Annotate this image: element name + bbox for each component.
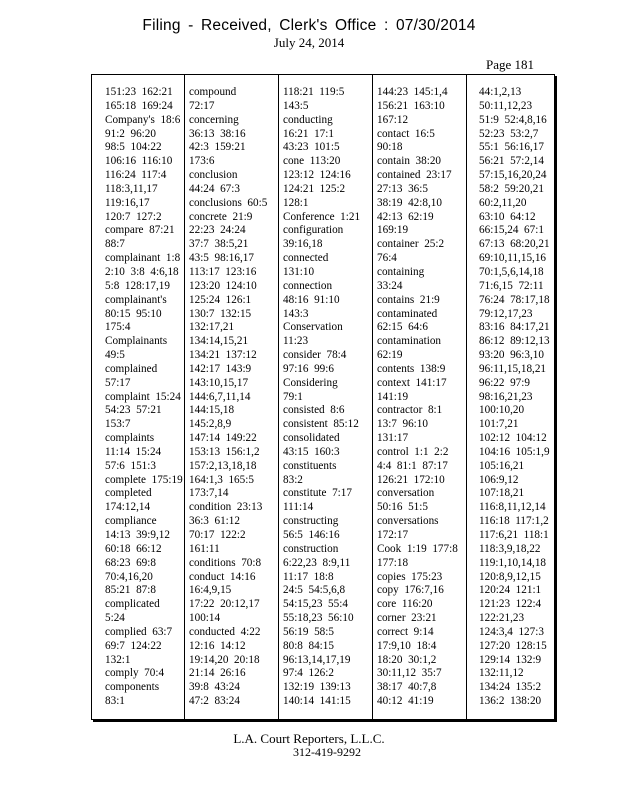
index-line: Cook 1:19 177:8	[377, 542, 458, 555]
index-line: 36:3 61:12	[189, 515, 240, 528]
index-line: 106:16 116:10	[105, 155, 173, 168]
index-line: 38:17 40:7,8	[377, 681, 437, 694]
index-column-2	[189, 86, 267, 709]
index-line: 118:21 119:5	[283, 86, 345, 98]
court-reporter-name: L.A. Court Reporters, L.L.C.	[233, 731, 385, 746]
index-line: 97:4 126:2	[283, 667, 334, 680]
index-line: 120:24 121:1	[479, 584, 542, 597]
index-line: contained 23:17	[377, 169, 452, 182]
phone-number: 312-419-9292	[293, 745, 361, 759]
index-line: core 116:20	[377, 598, 433, 611]
index-line: 17:9,10 18:4	[377, 639, 437, 652]
index-line: 121:23 122:4	[479, 598, 542, 611]
index-line: 17:22 20:12,17	[189, 598, 260, 611]
index-line: 165:18 169:24	[105, 99, 173, 112]
index-line: 66:15,24 67:1	[479, 224, 544, 237]
index-line: 123:12 124:16	[283, 169, 351, 182]
index-line: 24:5 54:5,6,8	[283, 584, 346, 597]
index-line: copy 176:7,16	[377, 584, 444, 597]
index-line: 143:3	[283, 307, 309, 320]
index-line: 119:16,17	[105, 196, 150, 209]
index-line: corner 23:21	[377, 612, 437, 625]
index-line: 79:1	[283, 390, 303, 403]
index-line: 44:24 67:3	[189, 182, 240, 195]
index-line: conclusions 60:5	[189, 196, 268, 209]
index-line: 14:13 39:9,12	[105, 529, 170, 541]
index-line: 80:8 84:15	[283, 639, 334, 652]
index-line: Conservation	[283, 321, 343, 334]
index-line: 5:8 128:17,19	[105, 279, 170, 292]
index-line: 169:19	[377, 224, 409, 237]
index-line: contamination	[377, 335, 442, 348]
index-line: container 25:2	[377, 238, 445, 251]
index-line: contractor 8:1	[377, 404, 443, 417]
index-line: 122:21,23	[479, 612, 525, 625]
index-line: 111:14	[283, 501, 314, 514]
index-line: 156:21 163:10	[377, 99, 445, 112]
index-line: 102:12 104:12	[479, 432, 547, 445]
index-line: 52:23 53:2,7	[479, 127, 539, 140]
index-line: 88:7	[105, 238, 125, 251]
index-line: 56:21 57:2,14	[479, 155, 544, 168]
index-line: conduct 14:16	[189, 570, 256, 583]
index-line: 131:10	[283, 265, 315, 278]
index-line: Company's 18:6	[105, 113, 181, 126]
index-line: 174:12,14	[105, 501, 151, 514]
index-line: 43:15 160:3	[283, 445, 340, 458]
index-line: complicated	[105, 598, 160, 611]
index-line: 167:12	[377, 113, 409, 126]
index-line: 93:20 96:3,10	[479, 349, 544, 362]
index-line: 90:18	[377, 141, 403, 154]
index-line: 54:23 57:21	[105, 404, 162, 417]
index-line: 100:14	[189, 612, 221, 625]
index-column-3	[283, 86, 360, 709]
index-line: context 141:17	[377, 376, 447, 389]
column-divider	[466, 75, 467, 719]
index-line: 63:10 64:12	[479, 210, 536, 223]
index-line: 147:14 149:22	[189, 432, 257, 445]
index-line: connected	[283, 252, 329, 265]
index-line: Complainants	[105, 335, 168, 348]
index-line: 132:1	[105, 653, 131, 666]
index-line: 57:15,16,20,24	[479, 169, 547, 182]
index-line: 12:16 14:12	[189, 639, 246, 652]
index-line: 106:9,12	[479, 473, 519, 486]
index-line: 21:14 26:16	[189, 667, 246, 680]
index-line: 57:6 151:3	[105, 459, 156, 472]
index-line: complaint 15:24	[105, 390, 181, 403]
index-line: 51:9 52:4,8,16	[479, 113, 547, 126]
index-line: 131:17	[377, 432, 409, 445]
index-line: 132:17,21	[189, 321, 235, 334]
index-line: conclusion	[189, 169, 238, 182]
index-line: 76:24 78:17,18	[479, 293, 550, 306]
index-line: 142:17 143:9	[189, 362, 252, 375]
index-line: 96:22 97:9	[479, 376, 530, 389]
index-line: 60:18 66:12	[105, 542, 162, 555]
index-line: 49:5	[105, 349, 125, 362]
index-line: 113:17 123:16	[189, 265, 257, 278]
index-line: containing	[377, 265, 425, 278]
index-line: complained	[105, 362, 158, 375]
index-line: 120:8,9,12,15	[479, 570, 541, 583]
index-line: 101:7,21	[479, 418, 519, 431]
index-line: configuration	[283, 224, 344, 237]
index-line: 144:6,7,11,14	[189, 390, 251, 403]
index-line: conversation	[377, 487, 435, 500]
index-line: 117:6,21 118:1	[479, 529, 549, 541]
index-line: 130:7 132:15	[189, 307, 252, 320]
index-line: 18:20 30:1,2	[377, 653, 437, 666]
index-line: 16:4,9,15	[189, 584, 232, 597]
index-line: construction	[283, 542, 339, 555]
index-line: 85:21 87:8	[105, 584, 156, 597]
index-line: 70:17 122:2	[189, 529, 246, 541]
index-line: consisted 8:6	[283, 404, 345, 417]
index-line: complaints	[105, 432, 155, 445]
index-line: 11:17 18:8	[283, 570, 334, 583]
index-line: 151:23 162:21	[105, 86, 173, 98]
index-line: 30:11,12 35:7	[377, 667, 442, 680]
index-line: 129:14 132:9	[479, 653, 542, 666]
index-line: complainant's	[105, 293, 167, 306]
index-line: 127:20 128:15	[479, 639, 547, 652]
index-line: 98:5 104:22	[105, 141, 162, 154]
index-line: 119:1,10,14,18	[479, 556, 547, 569]
index-line: 67:13 68:20,21	[479, 238, 550, 251]
index-line: consistent 85:12	[283, 418, 359, 431]
index-line: 96:13,14,17,19	[283, 653, 351, 666]
index-line: complete 175:19	[105, 473, 183, 486]
index-line: 44:1,2,13	[479, 86, 522, 98]
index-line: 47:2 83:24	[189, 695, 240, 708]
index-line: Considering	[283, 376, 338, 389]
index-line: 39:8 43:24	[189, 681, 240, 694]
index-column-1	[105, 86, 183, 709]
index-line: 5:24	[105, 612, 125, 625]
index-line: 56:19 58:5	[283, 625, 334, 638]
index-line: 62:19	[377, 349, 403, 362]
index-line: 100:10,20	[479, 404, 525, 417]
index-line: 22:23 24:24	[189, 224, 246, 237]
index-column-5	[479, 86, 550, 709]
index-line: 98:16,21,23	[479, 390, 533, 403]
index-line: 13:7 96:10	[377, 418, 428, 431]
index-line: 27:13 36:5	[377, 182, 428, 195]
index-line: compliance	[105, 515, 157, 528]
index-line: contents 138:9	[377, 362, 446, 375]
index-line: 36:13 38:16	[189, 127, 246, 140]
index-line: 140:14 141:15	[283, 695, 351, 708]
index-line: 48:16 91:10	[283, 293, 340, 306]
index-line: 97:16 99:6	[283, 362, 334, 375]
index-line: control 1:1 2:2	[377, 445, 449, 458]
index-line: Conference 1:21	[283, 210, 361, 223]
column-divider	[184, 75, 185, 719]
index-line: 134:21 137:12	[189, 349, 257, 362]
index-line: 144:15,18	[189, 404, 235, 417]
index-line: 83:16 84:17,21	[479, 321, 550, 334]
index-line: 118:3,9,18,22	[479, 542, 541, 555]
index-line: components	[105, 681, 160, 694]
index-line: 4:4 81:1 87:17	[377, 459, 448, 472]
index-line: 144:23 145:1,4	[377, 86, 448, 98]
index-line: 125:24 126:1	[189, 293, 252, 306]
index-line: complied 63:7	[105, 625, 173, 638]
index-line: 11:23	[283, 335, 309, 348]
index-line: 132:19 139:13	[283, 681, 351, 694]
index-line: condition 23:13	[189, 501, 263, 514]
index-line: 72:17	[189, 99, 215, 112]
index-line: 37:7 38:5,21	[189, 238, 249, 251]
index-line: 68:23 69:8	[105, 556, 156, 569]
index-line: 19:14,20 20:18	[189, 653, 260, 666]
index-box	[91, 74, 555, 720]
index-line: 55:1 56:16,17	[479, 141, 544, 154]
filing-stamp: Filing - Received, Clerk's Office : 07/30/2014	[142, 17, 476, 34]
index-line: 42:13 62:19	[377, 210, 434, 223]
index-line: connection	[283, 279, 333, 292]
index-line: 175:4	[105, 321, 131, 334]
index-line: 161:11	[189, 542, 220, 555]
index-line: 43:5 98:16,17	[189, 252, 254, 265]
index-line: 38:19 42:8,10	[377, 196, 442, 209]
index-line: 172:17	[377, 529, 409, 541]
index-line: 60:2,11,20	[479, 196, 527, 209]
index-line: copies 175:23	[377, 570, 443, 583]
index-line: consider 78:4	[283, 349, 347, 362]
index-line: 83:1	[105, 695, 125, 708]
index-line: contact 16:5	[377, 127, 435, 140]
index-line: 79:12,17,23	[479, 307, 533, 320]
index-line: comply 70:4	[105, 667, 165, 680]
index-line: 134:14,15,21	[189, 335, 249, 348]
index-line: 107:18,21	[479, 487, 525, 500]
index-line: compound	[189, 86, 237, 98]
index-line: 118:3,11,17	[105, 182, 158, 195]
index-column-4	[377, 86, 458, 709]
index-line: compare 87:21	[105, 224, 175, 237]
index-line: 177:18	[377, 556, 409, 569]
index-line: 164:1,3 165:5	[189, 473, 254, 486]
index-line: 57:17	[105, 376, 131, 389]
index-line: 96:11,15,18,21	[479, 362, 547, 375]
index-line: 104:16 105:1,9	[479, 445, 550, 458]
index-line: 69:10,11,15,16	[479, 252, 547, 265]
index-line: 124:3,4 127:3	[479, 625, 544, 638]
index-line: 16:21 17:1	[283, 127, 334, 140]
court-reporter-phone	[0, 745, 618, 760]
index-line: contaminated	[377, 307, 438, 320]
index-line: 105:16,21	[479, 459, 525, 472]
index-line: 42:3 159:21	[189, 141, 246, 154]
index-line: 39:16,18	[283, 238, 323, 251]
transcript-date: July 24, 2014	[273, 35, 345, 50]
index-line: 69:7 124:22	[105, 639, 162, 652]
index-line: 56:5 146:16	[283, 529, 340, 541]
index-line: conditions 70:8	[189, 556, 262, 569]
index-line: 136:2 138:20	[479, 695, 542, 708]
index-line: 153:13 156:1,2	[189, 445, 260, 458]
index-line: 50:11,12,23	[479, 99, 533, 112]
index-line: constitute 7:17	[283, 487, 352, 500]
index-line: conversations	[377, 515, 439, 528]
index-line: cone 113:20	[283, 155, 341, 168]
index-line: 143:10,15,17	[189, 376, 249, 389]
index-line: constituents	[283, 459, 337, 472]
index-line: 62:15 64:6	[377, 321, 428, 334]
index-line: 120:7 127:2	[105, 210, 162, 223]
column-divider	[278, 75, 279, 719]
index-line: 50:16 51:5	[377, 501, 428, 514]
index-line: 134:24 135:2	[479, 681, 542, 694]
index-line: 173:6	[189, 155, 215, 168]
index-line: 116:24 117:4	[105, 169, 167, 182]
index-line: 116:18 117:1,2	[479, 515, 549, 528]
page-number: Page 181	[485, 57, 534, 72]
index-line: 145:2,8,9	[189, 418, 232, 431]
index-line: concerning	[189, 113, 239, 126]
index-line: 123:20 124:10	[189, 279, 257, 292]
index-line: 71:6,15 72:11	[479, 279, 544, 292]
index-line: correct 9:14	[377, 625, 434, 638]
index-line: 76:4	[377, 252, 397, 265]
index-line: 54:15,23 55:4	[283, 598, 348, 611]
index-line: 124:21 125:2	[283, 182, 346, 195]
index-line: 70:4,16,20	[105, 570, 153, 583]
index-line: contains 21:9	[377, 293, 440, 306]
index-line: 157:2,13,18,18	[189, 459, 257, 472]
index-line: 143:5	[283, 99, 309, 112]
index-line: 173:7,14	[189, 487, 229, 500]
index-line: 86:12 89:12,13	[479, 335, 550, 348]
index-line: 153:7	[105, 418, 131, 431]
index-line: concrete 21:9	[189, 210, 253, 223]
column-divider	[372, 75, 373, 719]
index-line: 11:14 15:24	[105, 445, 162, 458]
index-line: 6:22,23 8:9,11	[283, 556, 351, 569]
index-line: 91:2 96:20	[105, 127, 156, 140]
index-line: complainant 1:8	[105, 252, 181, 265]
index-line: conducting	[283, 113, 333, 126]
index-line: 141:19	[377, 390, 409, 403]
index-line: 116:8,11,12,14	[479, 501, 546, 514]
index-line: 83:2	[283, 473, 303, 486]
index-line: 2:10 3:8 4:6,18	[105, 265, 179, 278]
index-line: 33:24	[377, 279, 403, 292]
index-line: consolidated	[283, 432, 340, 445]
index-line: 128:1	[283, 196, 309, 209]
index-line: constructing	[283, 515, 339, 528]
index-line: completed	[105, 487, 152, 500]
index-line: 132:11,12	[479, 667, 524, 680]
index-line: 43:23 101:5	[283, 141, 340, 154]
index-line: 70:1,5,6,14,18	[479, 265, 544, 278]
index-line: 58:2 59:20,21	[479, 182, 544, 195]
index-line: 40:12 41:19	[377, 695, 434, 708]
index-line: conducted 4:22	[189, 625, 261, 638]
index-line: 126:21 172:10	[377, 473, 445, 486]
index-line: 55:18,23 56:10	[283, 612, 354, 625]
index-line: 80:15 95:10	[105, 307, 162, 320]
index-line: contain 38:20	[377, 155, 442, 168]
